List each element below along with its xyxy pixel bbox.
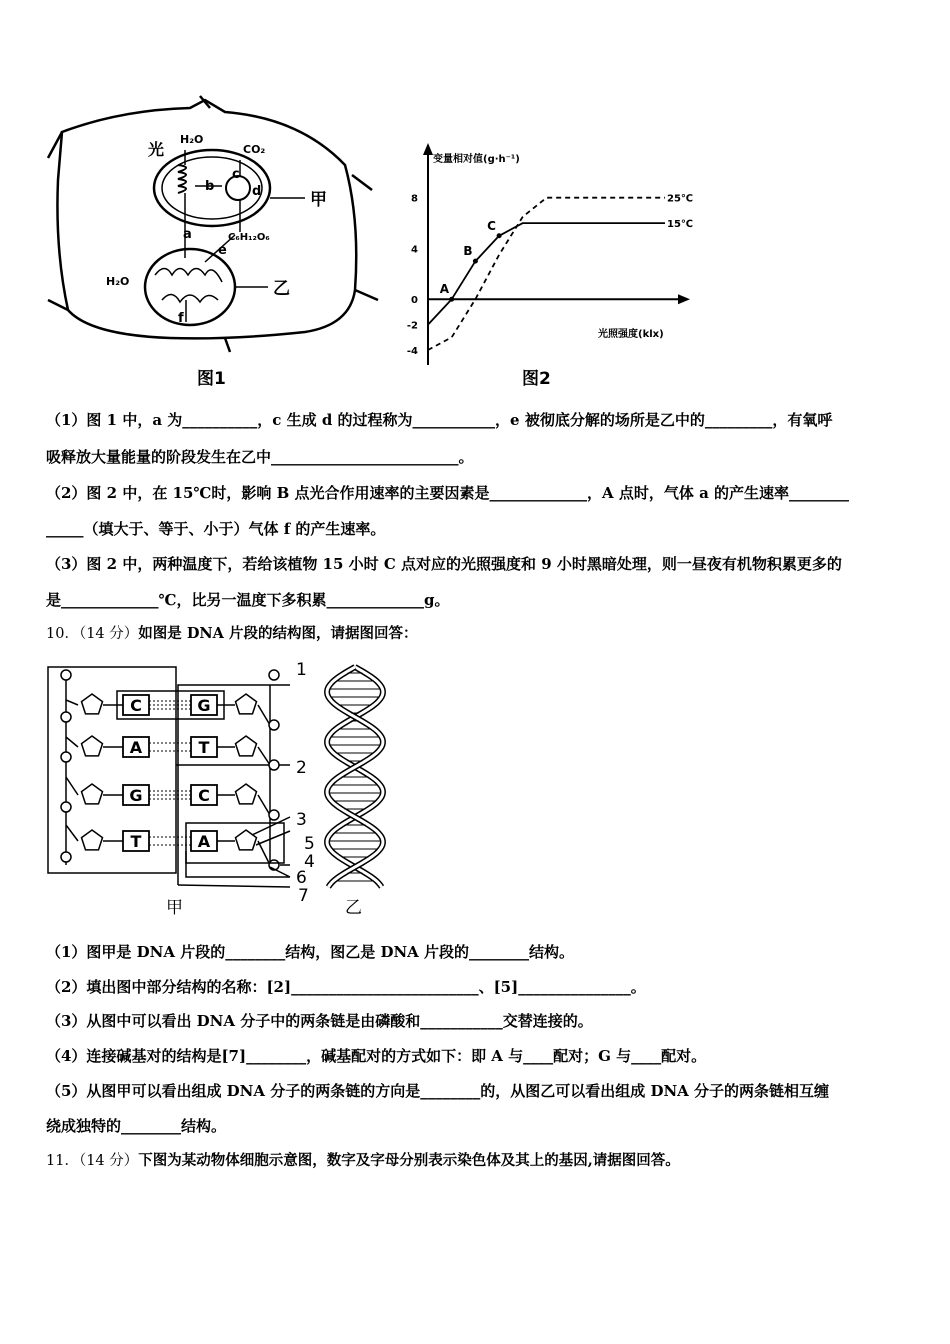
deoxyribose-left [82,830,103,850]
phosphate-right [269,720,279,730]
fig1-label-f: f [178,311,184,326]
fig1-label-d: d [252,184,262,199]
q11-score: （14 分） [78,1153,139,1169]
fig1-label-a: a [183,227,192,242]
fig1-label-glucose: C₆H₁₂O₆ [228,232,270,243]
q10-number: 10． [46,626,79,642]
dna-caption-left: 甲 [166,898,183,918]
q9-line-2: 吸释放大量能量的阶段发生在乙中_________________________。 [46,448,474,466]
fig2-legend-label: 15℃ [667,219,694,231]
phosphate-left [61,852,71,862]
phosphate-left [61,670,71,680]
fig2-y-axis-label: 变量相对值(g·h⁻¹) [433,154,520,165]
figure2-chart [407,143,693,365]
fig2-x-arrow [678,294,690,304]
fig2-caption: 图2 [522,369,551,389]
label-leader-lines [178,817,290,887]
q10-line-2: （2）填出图中部分结构的名称：[2]_________________________、[5]_______________。 [46,978,646,996]
q11-number: 11． [46,1153,79,1169]
base-letter-left: G [129,786,143,805]
right-backbone [258,685,270,865]
base-letter-right: G [197,696,211,715]
phosphate-right [269,810,279,820]
q9-line-3: （2）图 2 中，在 15℃时，影响 B 点光合作用速率的主要因素是_____________，A 点时，气体 a 的产生速率________ [46,484,850,502]
fig2-ytick-label: 8 [411,193,418,205]
fig2-point-marker [473,259,478,264]
fig2-series-line [428,223,665,325]
dna-part-number: 6 [296,868,307,888]
q10-line-4: （4）连接碱基对的结构是[7]________，碱基配对的方式如下：即 A 与____配对；G 与____配对。 [46,1047,707,1065]
q10-header [46,624,417,644]
dna-figure [0,655,420,920]
deoxyribose-right [236,694,257,714]
base-letter-right: C [198,786,210,805]
deoxyribose-left [82,736,103,756]
fig2-ytick-label: -2 [406,320,418,332]
q10-text: 如图是 DNA 片段的结构图，请据图回答： [138,625,418,642]
fig1-label-yi: 乙 [273,279,290,299]
fig2-point-marker [449,297,454,302]
base-letter-left: C [130,696,142,715]
dna-part-number: 4 [304,852,315,872]
figure1-cell-diagram [48,96,378,352]
fig2-point-label: A [439,282,449,297]
fig1-label-b: b [205,179,215,194]
phosphate-left [61,712,71,722]
left-backbone [66,675,78,865]
q10-line-5: （5）从图甲可以看出组成 DNA 分子的两条链的方向是________的，从图乙可以看出组成 DNA 分子的两条链相互缠 [46,1082,830,1100]
dna-part-number: 7 [298,886,309,906]
fig2-ytick-label: 0 [411,295,418,307]
fig1-label-jia: 甲 [310,190,327,210]
fig1-label-co2: CO₂ [243,143,266,156]
fig1-label-h2o-left: H₂O [106,275,130,288]
base-letter-right: A [197,832,211,851]
dna-part-number: 5 [304,834,315,854]
phosphate-right [269,670,279,680]
q11-text: 下图为某动物体细胞示意图，数字及字母分别表示染色体及其上的基因,请据图回答。 [138,1152,680,1169]
q11-header [46,1151,680,1171]
dna-part-number: 2 [296,758,307,778]
base-letter-left: A [129,738,143,757]
fig2-ytick-label: 4 [411,244,418,256]
q10-line-1: （1）图甲是 DNA 片段的________结构，图乙是 DNA 片段的________结构。 [46,943,575,961]
fig2-y-arrow [423,143,433,155]
dna-part-number: 3 [296,810,307,830]
figures-1-2 [0,0,950,400]
fig2-point-label: B [463,244,473,259]
fig2-x-axis-label: 光照强度(klx) [598,329,664,340]
phosphate-right [269,760,279,770]
fig2-series-line [428,198,665,350]
fig2-point-label: C [487,218,496,233]
fig1-label-light: 光 [148,140,165,159]
q10-score: （14 分） [78,626,139,642]
fig2-point-marker [497,233,502,238]
q9-line-4: _____（填大于、等于、小于）气体 f 的产生速率。 [46,520,386,538]
deoxyribose-right [236,784,257,804]
phosphate-left [61,802,71,812]
phosphate-left [61,752,71,762]
dna-part-number: 1 [296,660,307,680]
fig2-ytick-label: -4 [406,346,418,357]
base-letter-left: T [130,832,142,851]
dna-chain-box [48,667,176,873]
deoxyribose-left [82,694,103,714]
q9-line-6: 是_____________℃，比另一温度下多积累_____________g。 [46,591,450,609]
q9-line-1: （1）图 1 中，a 为__________，c 生成 d 的过程称为___________，e 被彻底分解的场所是乙中的_________，有氧呼 [46,411,833,429]
deoxyribose-right [236,830,257,850]
deoxyribose-right [236,736,257,756]
fig2-legend-label: 25℃ [667,193,694,205]
deoxyribose-left [82,784,103,804]
q10-line-6: 绕成独特的________结构。 [46,1117,227,1135]
base-letter-right: T [198,738,210,757]
fig1-caption: 图1 [197,369,226,389]
q9-line-5: （3）图 2 中，两种温度下，若给该植物 15 小时 C 点对应的光照强度和 9 小时黑暗处理，则一昼夜有机物积累更多的 [46,555,842,573]
fig1-label-e: e [218,243,227,258]
dna-caption-right: 乙 [345,898,362,918]
fig1-label-h2o-top: H₂O [180,133,204,146]
q10-line-3: （3）从图中可以看出 DNA 分子中的两条链是由磷酸和___________交替连接的。 [46,1012,593,1030]
fig1-label-c: c [232,167,240,182]
